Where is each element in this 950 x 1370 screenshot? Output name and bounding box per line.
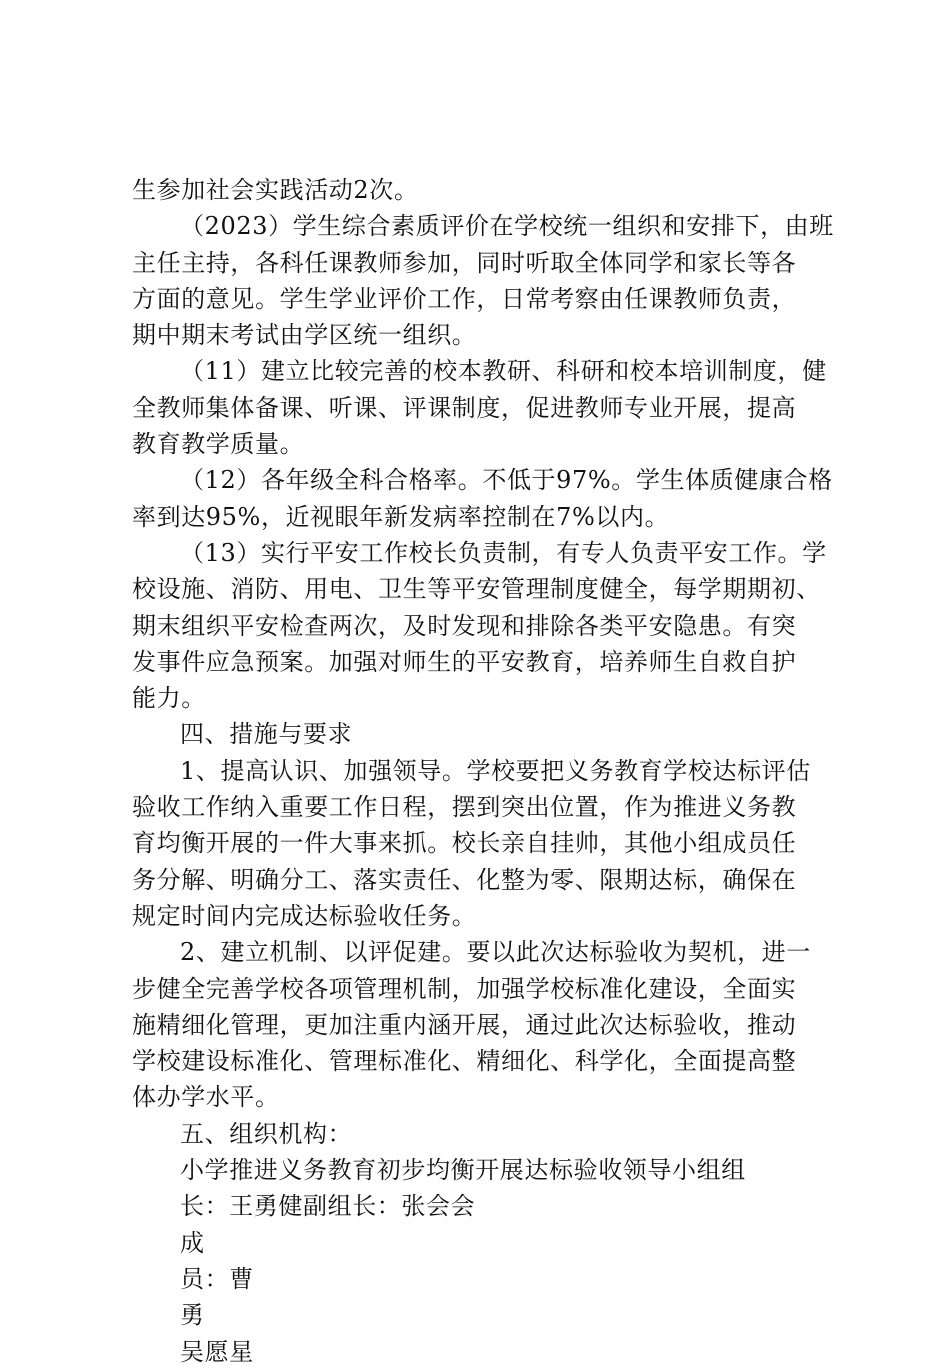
text-line: 主任主持，各科任课教师参加，同时听取全体同学和家长等各 — [132, 248, 797, 277]
text-line: 务分解、明确分工、落实责任、化整为零、限期达标，确保在 — [132, 865, 797, 894]
paragraph-start-line: （13）实行平安工作校长负责制，有专人负责平安工作。学 — [180, 538, 827, 567]
text-line: 验收工作纳入重要工作日程，摆到突出位置，作为推进义务教 — [132, 793, 797, 822]
paragraph-start-line: （11）建立比较完善的校本教研、科研和校本培训制度，健 — [180, 357, 827, 386]
text-line: 期中期末考试由学区统一组织。 — [132, 321, 477, 350]
text-line: 员：曹 — [180, 1264, 254, 1293]
text-line: 教育教学质量。 — [132, 430, 305, 459]
text-line: 能力。 — [132, 684, 206, 713]
text-line: 成 — [180, 1228, 205, 1257]
paragraph-start-line: （12）各年级全科合格率。不低于97%。学生体质健康合格 — [180, 466, 833, 495]
paragraph-start-line: 2、建立机制、以评促建。要以此次达标验收为契机，进一 — [180, 938, 811, 967]
text-line: 勇 — [180, 1301, 205, 1330]
document-body — [132, 172, 832, 1370]
text-line: 方面的意见。学生学业评价工作，日常考察由任课教师负责， — [132, 284, 797, 313]
text-line: 吴愿星 — [180, 1337, 254, 1366]
paragraph-start-line: 1、提高认识、加强领导。学校要把义务教育学校达标评估 — [180, 756, 811, 785]
text-line: 施精细化管理，更加注重内涵开展，通过此次达标验收，推动 — [132, 1010, 797, 1039]
text-line: 学校建设标准化、管理标准化、精细化、科学化，全面提高整 — [132, 1047, 797, 1076]
text-line: 育均衡开展的一件大事来抓。校长亲自挂帅，其他小组成员任 — [132, 829, 797, 858]
text-line: 率到达95%，近视眼年新发病率控制在7%以内。 — [132, 502, 670, 531]
text-line: 校设施、消防、用电、卫生等平安管理制度健全，每学期期初、 — [132, 575, 821, 604]
text-line: 长：王勇健副组长：张会会 — [180, 1192, 476, 1221]
text-line: 发事件应急预案。加强对师生的平安教育，培养师生自救自护 — [132, 647, 797, 676]
text-line: 体办学水平。 — [132, 1083, 280, 1112]
section-heading: 四、措施与要求 — [180, 720, 353, 749]
text-line: 步健全完善学校各项管理机制，加强学校标准化建设，全面实 — [132, 974, 797, 1003]
text-line: 生参加社会实践活动2次。 — [132, 176, 419, 204]
text-line: 规定时间内完成达标验收任务。 — [132, 901, 477, 930]
paragraph-start-line: （2023）学生综合素质评价在学校统一组织和安排下，由班 — [180, 212, 834, 241]
text-line: 小学推进义务教育初步均衡开展达标验收领导小组组 — [180, 1156, 746, 1185]
text-line: 全教师集体备课、听课、评课制度，促进教师专业开展，提高 — [132, 393, 797, 422]
section-heading: 五、组织机构： — [180, 1119, 353, 1148]
text-line: 期末组织平安检查两次，及时发现和排除各类平安隐患。有突 — [132, 611, 797, 640]
